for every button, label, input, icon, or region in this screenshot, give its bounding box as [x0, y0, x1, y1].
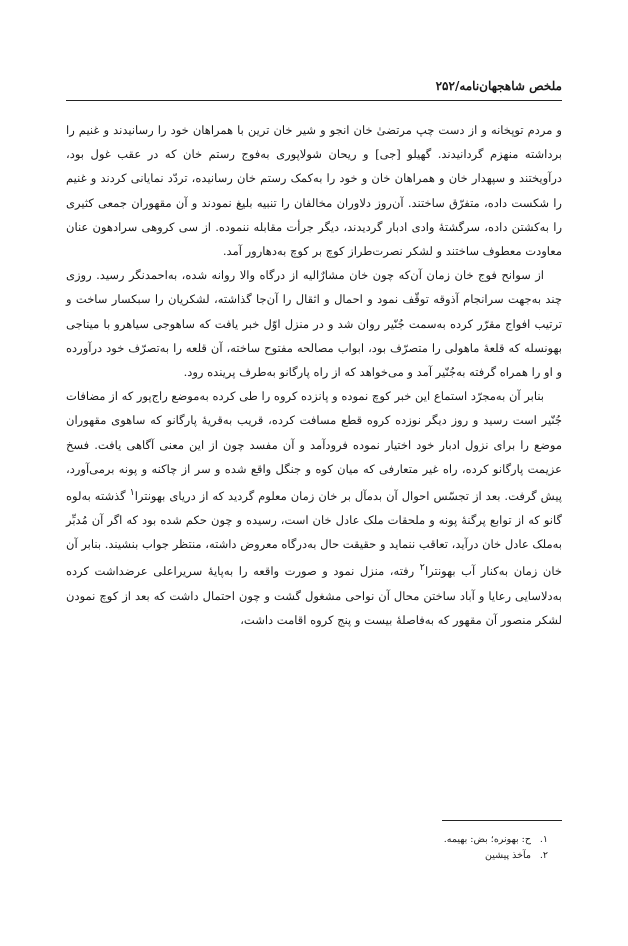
- main-text: [66, 118, 562, 632]
- footnote-number: ۲.: [539, 850, 548, 861]
- paragraph-3-part-2: گذشته به‌لوه گانو که از توابع پرگنهٔ پونه و ملحقات ملک عادل خان است، رسیده و چون حکم شده بود که اگر آن مُدبِّر به‌ملک عادل خان درآید، تعاقب ننماید و حقیقت حال به‌درگاه معروض داشته، منتظر جواب بنشیند. بنابر آن خان زمان به‌کنار آب بهونترا: [66, 488, 562, 579]
- running-header: [66, 76, 562, 96]
- paragraph-3: [66, 384, 562, 632]
- paragraph-3-part-3: رفته، منزل نمود و صورت واقعه را به‌پایهٔ سریراعلی عرضداشت کرده به‌دلاسایی رعایا و آباد ساختن محال آن نواحی مشغول گشت و چون احتمال داشت که بعد از کوچ نمودن لشکر منصور آن مقهور که به‌فاصلهٔ بیست و پنج کروه اقامت داشت،: [66, 564, 562, 627]
- paragraph-1: و مردم توپخانه و از دست چپ مرتضیٰ خان انجو و شیر خان ترین با همراهان خود را رسانیدند و غنیم را برداشته منهزم گردانیدند. گهیلو [جی] و ریحان شولاپوری به‌فوج رستم خان که در عقب غول بود، درآویختند و سپهدار خان و همراهان خان و خود را به‌کمک رستم خان رسانیده، تردّد نمایانی کردند و غنیم را شکست داده، متفرّق ساختند. آن‌روز دلاوران مخالفان را تنبیه بلیغ نمودند و آن مقهوران جمعی کثیری را به‌کشتن داده، سرگشتهٔ وادی ادبار گردیدند، دیگر جرأت مقابله ننموده. از سی کروهی سرادهون عنان معاودت معطوف ساختند و لشکر نصرت‌طراز کوچ بر کوچ به‌دهارور آمد.: [66, 123, 562, 259]
- footnote-number: ۱.: [539, 834, 548, 845]
- footnote-marker-2: ۲: [419, 562, 425, 574]
- footnote-1: [66, 832, 548, 848]
- footnote-divider: [442, 820, 562, 821]
- paragraph-2: از سوانح فوج خان زمان آن‌که چون خان مشارٌالیه از درگاه والا روانه شده، به‌احمدنگر رسید. روزی چند به‌جهت سرانجام آذوقه توقّف نمود و احمال و اثقال را آن‌جا گذاشته، لشکریان را سبکسار ساخت و ترتیب افواج مقرّر کرده به‌سمت جُنّیر روان شد و در منزل اوّل خبر یافت که ساهوجی سیاهرو با میناجی بهونسله که قلعهٔ ماهولی را متصرّف بود، ابواب مصالحه مفتوح ساخته، آن قلعه را به‌تصرّف خود درآورده و او را همراه گرفته به‌جُنّیر آمد و می‌خواهد که از راه پارگانو به‌طرف پرینده رود.: [66, 268, 562, 380]
- footnote-text: مآخذ پیشین: [485, 850, 531, 861]
- paragraph-3-part-1: بنابر آن به‌مجرّد استماع این خبر کوچ نموده و پانزده کروه را طی کرده به‌موضع راج‌پور که از مضافات جُنّیر است رسید و روز دیگر نوزده کروه قطع مسافت کرده، قریب به‌قریهٔ پارگانو که ساهوی مقهوران موضع را برای نزول ادبار خود اختیار نموده فرودآمد و آن مفسد چون از این معنی آگاهی یافت. فسخ عزیمت پارگانو کرده، راه غیر متعارفی که میان کوه و جنگل واقع شده و سر از چاکنه و پونه برمی‌آورد، پیش گرفت. بعد از تجسّس احوال آن بدمآل بر خان زمان معلوم گردید که از دریای بهونترا: [66, 389, 562, 503]
- footnote-marker-1: ۱: [129, 487, 135, 499]
- header-divider: [66, 100, 562, 101]
- footnote-text: ح: بهونره؛ بض: بهیمه.: [443, 834, 531, 845]
- running-title: ملخص شاهجهان‌نامه/۲۵۲: [435, 79, 562, 93]
- footnote-2: [66, 848, 548, 864]
- footnotes: [66, 832, 548, 864]
